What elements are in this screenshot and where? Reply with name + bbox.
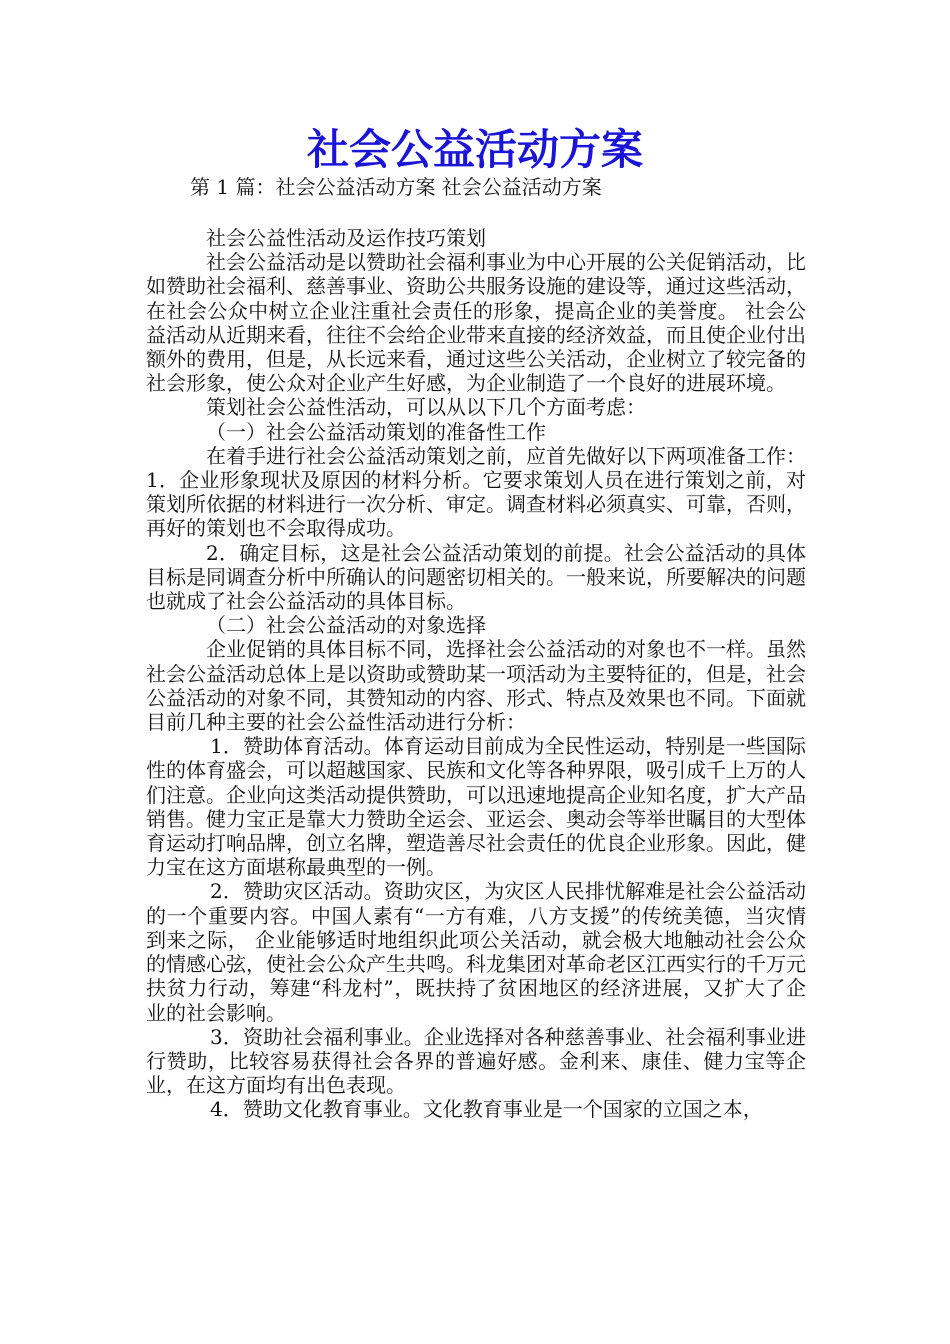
paragraph: 在着手进行社会公益活动策划之前，应首先做好以下两项准备工作： 1．企业形象现状及原因的材料分析。它要求策划人员在进行策划之前，对策划所依据的材料进行一次分析、审定。调查材料必须真实、可靠，否则，再好的策划也不会取得成功。 bbox=[146, 443, 806, 541]
paragraph: 1．赞助体育活动。体育运动目前成为全民性运动，特别是一些国际性的体育盛会，可以超越国家、民族和文化等各种界限，吸引成千上万的人们注意。企业向这类活动提供赞助，可以迅速地提高企业知名度，扩大产品销售。健力宝正是靠大力赞助全运会、亚运会、奥动会等举世瞩目的大型体育运动打响品牌，创立名牌，塑造善尽社会责任的优良企业形象。因此，健力宝在这方面堪称最典型的一例。 bbox=[146, 734, 806, 880]
paragraph: 策划社会公益性活动，可以从以下几个方面考虑： bbox=[206, 395, 646, 420]
paragraph: 2．赞助灾区活动。资助灾区，为灾区人民排忧解难是社会公益活动的一个重要内容。中国人素有“一方有难，八方支援”的传统美德，当灾情到来之际， 企业能够适时地组织此项公关活动，就会极大地触动社会公众的情感心弦，使社会公众产生共鸣。科龙集团对革命老区江西实行的千万元扶贫力行动，筹建“科龙村”，既扶持了贫困地区的经济进展，又扩大了企业的社会影响。 bbox=[146, 879, 806, 1025]
paragraph: 3．资助社会福利事业。企业选择对各种慈善事业、社会福利事业进行赞助，比较容易获得社会各界的普遍好感。金利来、康佳、健力宝等企业，在这方面均有出色表现。 bbox=[146, 1024, 806, 1098]
paragraph: 企业促销的具体目标不同，选择社会公益活动的对象也不一样。虽然社会公益活动总体上是以资助或赞助某一项活动为主要特征的，但是，社会公益活动的对象不同，其赞知动的内容、形式、特点及效果也不同。下面就目前几种主要的社会公益性活动进行分析： bbox=[146, 637, 806, 735]
section-heading: （一）社会公益活动策划的准备性工作 bbox=[206, 419, 546, 444]
paragraph: 社会公益活动是以赞助社会福利事业为中心开展的公关促销活动，比如赞助社会福利、慈善事业、资助公共服务设施的建设等，通过这些活动，在社会公众中树立企业注重社会责任的形象，提高企业的美誉度。 社会公益活动从近期来看，往往不会给企业带来直接的经济效益，而且使企业付出额外的费用，但是，从长远来看，通过这些公关活动，企业树立了较完备的社会形象，使公众对企业产生好感，为企业制造了一个良好的进展环境。 bbox=[146, 250, 806, 396]
document-title: 社会公益活动方案 bbox=[306, 125, 643, 174]
document-subtitle: 第 1 篇：社会公益活动方案 社会公益活动方案 bbox=[190, 175, 602, 199]
section-heading: （二）社会公益活动的对象选择 bbox=[206, 613, 486, 638]
document-body bbox=[146, 226, 806, 1122]
section-heading: 社会公益性活动及运作技巧策划 bbox=[206, 226, 486, 250]
paragraph: 2．确定目标，这是社会公益活动策划的前提。社会公益活动的具体目标是同调查分析中所确认的问题密切相关的。一般来说，所要解决的问题也就成了社会公益活动的具体目标。 bbox=[146, 540, 806, 614]
paragraph: 4．赞助文化教育事业。文化教育事业是一个国家的立国之本， bbox=[210, 1097, 763, 1122]
